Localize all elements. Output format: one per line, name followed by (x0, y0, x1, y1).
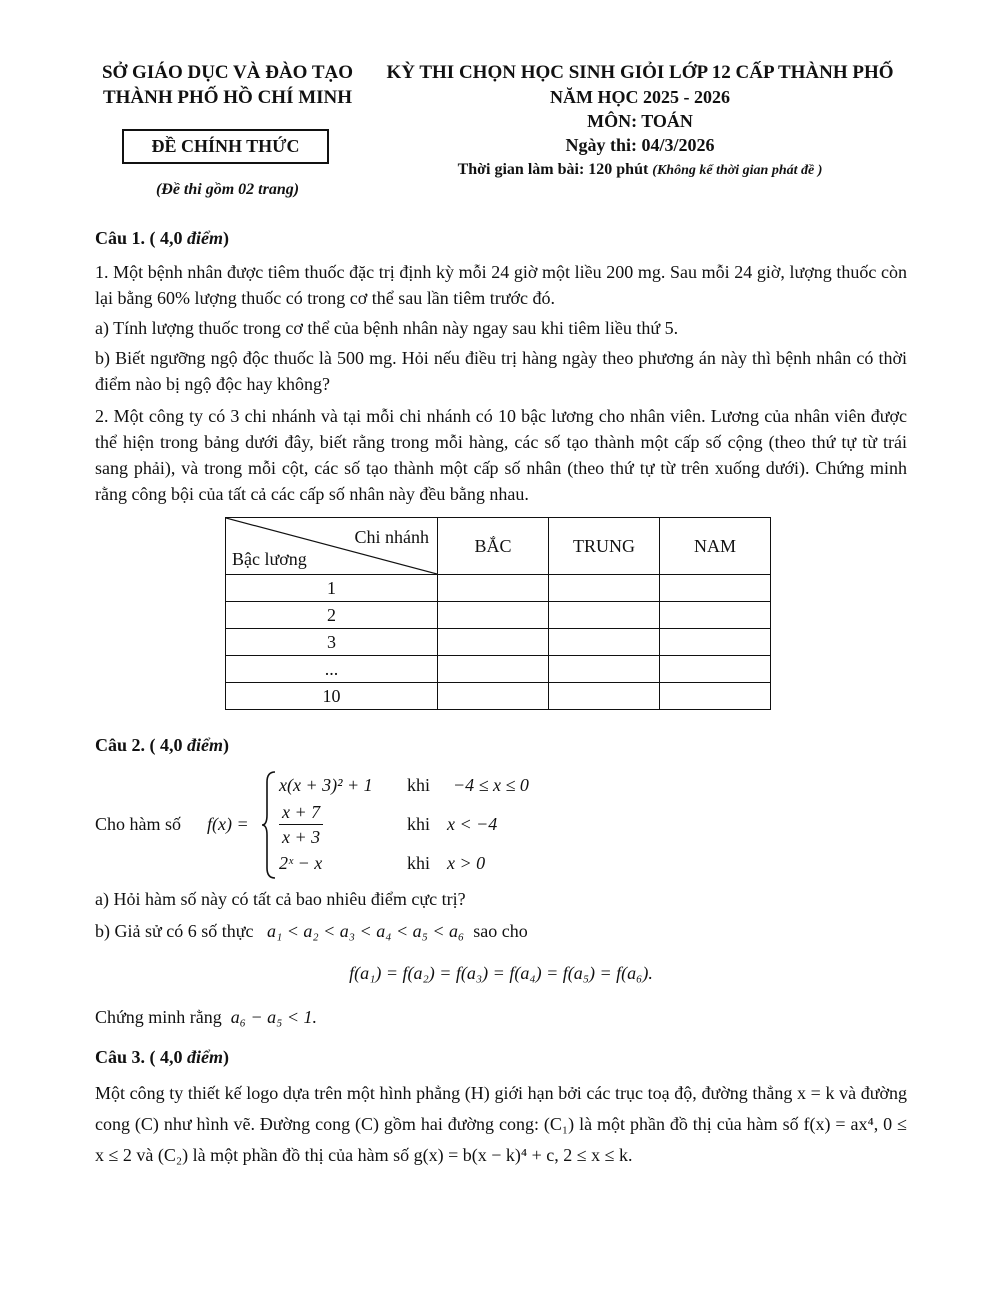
piece2-denominator: x + 3 (282, 827, 321, 847)
column-header: BẮC (438, 518, 549, 575)
table-cell (660, 683, 771, 710)
q2-prove-expression: a₆ − a₅ < 1. (230, 1007, 318, 1027)
piece2-condition: x < −4 (447, 814, 498, 834)
q2-prove (95, 1004, 907, 1030)
q3-text: Một công ty thiết kế logo dựa trên một hình phẳng (H) giới hạn bởi các trục toạ độ, đường thẳng x = k và đường cong (C) như hình vẽ. Đường cong (C) gồm hai đường cong: (C₁) là một phần đồ thị của hàm số f(x) = ax⁴, 0 ≤ x ≤ 2 và (C₂) là một phần đồ thị của hàm số g(x) = b(x − k)⁴ + c, 2 ≤ x ≤ k. (95, 1083, 907, 1165)
function-name: f(x) = (207, 814, 249, 834)
q2-part-b (95, 918, 907, 944)
table-row (226, 602, 771, 629)
table-corner-cell (226, 518, 438, 575)
q2-equation: f(a₁) = f(a₂) = f(a₃) = f(a₄) = f(a₅) = f(a₆). (349, 963, 653, 983)
corner-bottom-label: Bậc lương (232, 549, 307, 569)
salary-table (225, 517, 771, 710)
q2-part-a: a) Hỏi hàm số này có tất cả bao nhiêu điểm cực trị? (95, 889, 466, 909)
row-label: 1 (226, 575, 438, 602)
official-label: ĐỀ CHÍNH THỨC (122, 129, 329, 164)
table-cell (438, 602, 549, 629)
piece3-when: khi (407, 853, 431, 873)
column-header: TRUNG (549, 518, 660, 575)
q2-prove-lead: Chứng minh rằng (95, 1007, 222, 1027)
table-cell (438, 629, 549, 656)
row-label: 10 (226, 683, 438, 710)
piece1-when: khi (407, 775, 431, 795)
piece3-condition: x > 0 (447, 853, 486, 873)
header-right (385, 60, 895, 179)
left-brace (261, 770, 277, 880)
q1-part1-text: 1. Một bệnh nhân được tiêm thuốc đặc trị định kỳ mỗi 24 giờ một liều 200 mg. Sau mỗi 24 giờ, lượng thuốc còn lại bằng 60% lượng thuốc có trong cơ thể sau lần tiêm trước đó. (95, 262, 907, 308)
row-label: 3 (226, 629, 438, 656)
time-note: (Không kể thời gian phát đề ) (652, 163, 823, 178)
question-2-heading: Câu 2. ( 4,0 điểm) (95, 735, 230, 755)
question-1-heading: Câu 1. ( 4,0 điểm) (95, 228, 230, 248)
time-label: Thời gian làm bài: 120 phút (457, 161, 649, 178)
table-row (226, 575, 771, 602)
pages-note: (Đề thi gồm 02 trang) (155, 181, 300, 198)
row-label: 2 (226, 602, 438, 629)
piecewise-function (95, 770, 907, 880)
header-left (95, 60, 360, 199)
table-cell (549, 602, 660, 629)
q2-b-tail: sao cho (473, 921, 528, 941)
table-header-row (226, 518, 771, 575)
table-cell (660, 575, 771, 602)
function-intro: Cho hàm số (95, 814, 182, 834)
q1-part1-a: a) Tính lượng thuốc trong cơ thể của bệnh nhân này ngay sau khi tiêm liều thứ 5. (95, 318, 679, 338)
table-row (226, 629, 771, 656)
table-row (226, 683, 771, 710)
exam-date: Ngày thi: 04/3/2026 (565, 135, 715, 155)
table-cell (549, 629, 660, 656)
piece2-when: khi (407, 814, 431, 834)
city-name: THÀNH PHỐ HỒ CHÍ MINH (102, 87, 353, 108)
table-row (226, 656, 771, 683)
q2-b-sequence: a₁ < a₂ < a₃ < a₄ < a₅ < a₆ (266, 921, 465, 941)
column-header: NAM (660, 518, 771, 575)
table-cell (438, 575, 549, 602)
table-cell (660, 602, 771, 629)
table-cell (438, 656, 549, 683)
q1-part2-text: 2. Một công ty có 3 chi nhánh và tại mỗi chi nhánh có 10 bậc lương cho nhân viên. Lương của nhân viên được thể hiện trong bảng dưới đây, biết rằng trong mỗi hàng, các số tạo thành một cấp số cộng (theo thứ tự từ trái sang phải), và trong mỗi cột, các số tạo thành một cấp số nhân (theo thứ tự từ trên xuống dưới). Chứng minh rằng công bội của tất cả các cấp số nhân này đều bằng nhau. (95, 406, 907, 504)
table-cell (660, 656, 771, 683)
exam-content (95, 225, 907, 1175)
table-cell (549, 683, 660, 710)
time-line (385, 161, 895, 179)
table-cell (549, 656, 660, 683)
piece2-numerator: x + 7 (279, 800, 323, 825)
table-cell (438, 683, 549, 710)
piece1-expression: x(x + 3)² + 1 (279, 775, 373, 795)
corner-top-label: Chi nhánh (354, 527, 429, 547)
piece1-condition: −4 ≤ x ≤ 0 (453, 775, 529, 795)
subject: MÔN: TOÁN (587, 111, 693, 131)
q1-part1-b: b) Biết ngưỡng ngộ độc thuốc là 500 mg. Hỏi nếu điều trị hàng ngày theo phương án này thì bệnh nhân có thời điểm nào bị ngộ độc hay không? (95, 348, 907, 394)
question-3-heading: Câu 3. ( 4,0 điểm) (95, 1047, 230, 1067)
exam-title: KỲ THI CHỌN HỌC SINH GIỎI LỚP 12 CẤP THÀNH PHỐ (386, 62, 894, 83)
q2-b-lead: b) Giả sử có 6 số thực (95, 921, 254, 941)
table-cell (660, 629, 771, 656)
piece3-expression: 2ˣ − x (279, 853, 323, 873)
department-name: SỞ GIÁO DỤC VÀ ĐÀO TẠO (101, 62, 354, 83)
school-year: NĂM HỌC 2025 - 2026 (550, 87, 730, 107)
row-label: ... (226, 656, 438, 683)
table-cell (549, 575, 660, 602)
piece2-fraction (279, 800, 323, 849)
